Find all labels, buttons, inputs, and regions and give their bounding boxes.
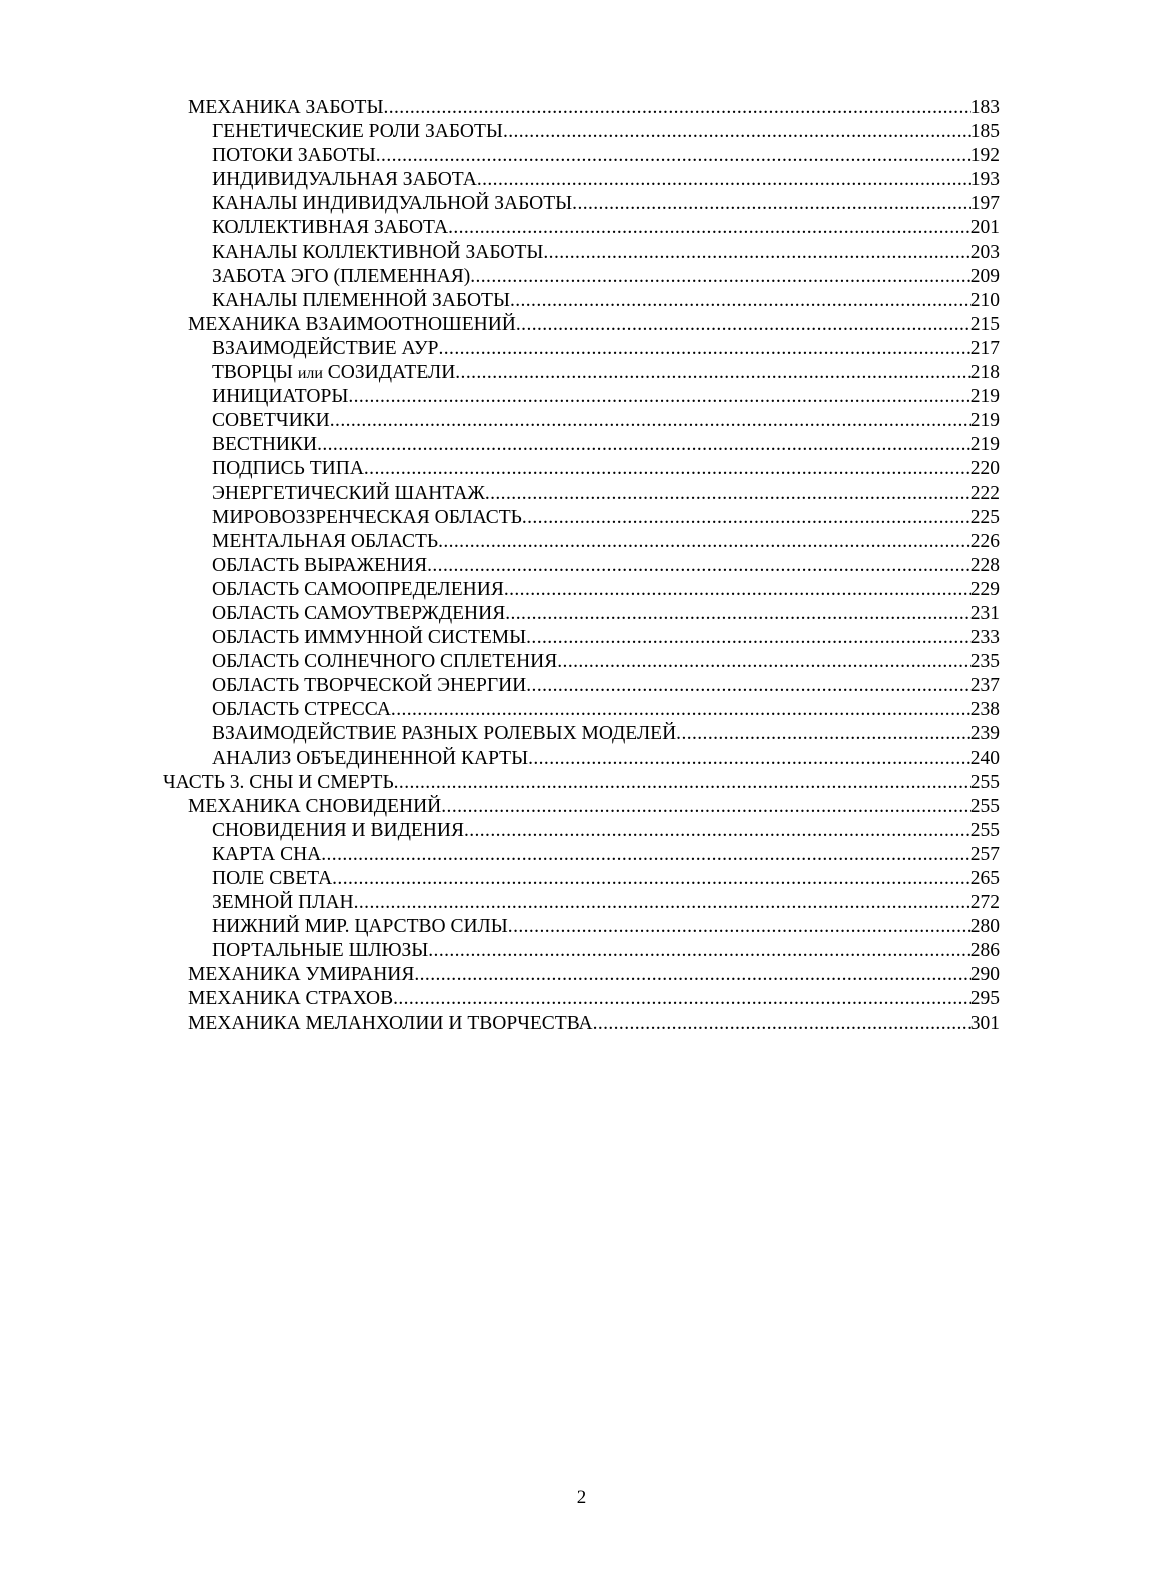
toc-entry[interactable]	[0, 722, 1163, 746]
toc-entry-row	[212, 819, 1000, 843]
toc-dot-leader	[439, 337, 971, 361]
toc-entry-row	[212, 482, 1000, 506]
toc-entry-page: 257	[970, 843, 1000, 865]
toc-entry-row	[212, 361, 1000, 386]
toc-title-main: ВЗАИМОДЕЙСТВИЕ РАЗНЫХ РОЛЕВЫХ МОДЕЛЕЙ	[212, 723, 677, 745]
toc-entry-title	[212, 144, 376, 168]
toc-entry-page: 203	[970, 241, 1000, 263]
toc-entry-row	[212, 650, 1000, 674]
toc-dot-leader	[526, 674, 970, 698]
toc-title-main: МЕХАНИКА МЕЛАНХОЛИИ И ТВОРЧЕСТВА	[188, 1012, 593, 1034]
toc-title-main: ПОЛЕ СВЕТА	[212, 868, 333, 889]
toc-title-main: ЗАБОТА ЭГО (ПЛЕМЕННАЯ)	[212, 265, 471, 287]
toc-entry-row	[212, 939, 1000, 963]
toc-entry-title	[212, 241, 543, 265]
toc-entry-row	[212, 747, 1000, 771]
toc-entry-page: 239	[970, 723, 1000, 745]
toc-title-main: КАНАЛЫ КОЛЛЕКТИВНОЙ ЗАБОТЫ	[212, 241, 544, 263]
toc-dot-leader	[428, 939, 970, 963]
toc-entry-page: 229	[970, 578, 1000, 600]
toc-title-main: ИНИЦИАТОРЫ	[212, 386, 349, 408]
toc-dot-leader	[393, 987, 971, 1011]
toc-entry-title	[212, 650, 557, 674]
toc-entry-row	[212, 626, 1000, 650]
toc-entry-row	[212, 409, 1000, 433]
toc-entry-row	[188, 1012, 1000, 1036]
toc-dot-leader	[477, 168, 971, 192]
toc-entry-row	[188, 963, 1000, 987]
toc-title-main: МИРОВОЗЗРЕНЧЕСКАЯ ОБЛАСТЬ	[212, 506, 522, 528]
toc-dot-leader	[516, 313, 971, 337]
toc-dot-leader	[321, 843, 971, 867]
toc-entry-title	[212, 168, 477, 192]
toc-entry-title	[212, 337, 439, 361]
toc-entry-page: 272	[970, 892, 1000, 914]
toc-entry-title	[212, 265, 470, 289]
toc-title-main: МЕХАНИКА СНОВИДЕНИЙ	[188, 795, 442, 817]
toc-entry-page: 201	[970, 217, 1000, 239]
toc-entry-title	[212, 457, 364, 481]
toc-title-main: ОБЛАСТЬ САМОУТВЕРЖДЕНИЯ	[212, 602, 506, 624]
toc-entry-page: 235	[970, 651, 1000, 673]
toc-dot-leader	[441, 795, 970, 819]
toc-entry-title	[212, 891, 354, 915]
toc-entry[interactable]	[0, 963, 1163, 987]
toc-entry-page: 255	[970, 795, 1000, 817]
toc-entry-title	[212, 482, 485, 506]
toc-entry-page: 290	[970, 964, 1000, 986]
toc-entry-row	[212, 265, 1000, 289]
toc-entry-page: 240	[970, 747, 1000, 769]
toc-entry[interactable]	[0, 530, 1163, 554]
toc-entry[interactable]	[0, 168, 1163, 192]
toc-title-main: ОБЛАСТЬ ИММУННОЙ СИСТЕМЫ	[212, 627, 527, 649]
toc-dot-leader	[572, 192, 971, 216]
toc-entry-title	[188, 1012, 593, 1036]
toc-entry-row	[212, 915, 1000, 939]
toc-entry[interactable]	[0, 241, 1163, 265]
toc-entry[interactable]	[0, 698, 1163, 722]
toc-entry-title	[188, 795, 441, 819]
toc-dot-leader	[522, 506, 971, 530]
toc-entry[interactable]	[0, 506, 1163, 530]
toc-title-rest: СОЗИДАТЕЛИ	[327, 362, 456, 384]
toc-title-main: НИЖНИЙ МИР. ЦАРСТВО СИЛЫ	[212, 916, 508, 938]
toc-entry-page: 280	[970, 916, 1000, 938]
toc-entry[interactable]	[0, 385, 1163, 409]
toc-entry-row	[212, 578, 1000, 602]
toc-dot-leader	[391, 698, 971, 722]
toc-entry-page: 219	[970, 386, 1000, 408]
toc-title-main: СОВЕТЧИКИ	[212, 410, 330, 432]
toc-dot-leader	[330, 409, 971, 433]
toc-entry-page: 219	[970, 410, 1000, 432]
toc-entry[interactable]	[0, 771, 1163, 795]
toc-title-main: МЕХАНИКА СТРАХОВ	[188, 988, 394, 1010]
toc-title-main: ЧАСТЬ 3. СНЫ И СМЕРТЬ	[163, 771, 394, 793]
toc-title-main: КАРТА СНА	[212, 843, 322, 865]
toc-title-main: АНАЛИЗ ОБЪЕДИНЕННОЙ КАРТЫ	[212, 747, 529, 769]
toc-dot-leader	[376, 144, 971, 168]
toc-dot-leader	[528, 747, 971, 771]
toc-entry[interactable]	[0, 867, 1163, 891]
toc-entry-row	[212, 144, 1000, 168]
toc-dot-leader	[464, 819, 971, 843]
toc-entry-row	[212, 530, 1000, 554]
toc-entry-row	[212, 674, 1000, 698]
toc-title-main: ПОДПИСЬ ТИПА	[212, 458, 364, 480]
toc-dot-leader	[448, 216, 971, 240]
toc-dot-leader	[414, 963, 970, 987]
toc-entry-page: 222	[970, 482, 1000, 504]
toc-entry-title	[188, 313, 516, 337]
toc-entry-row	[212, 457, 1000, 481]
toc-entry-page: 219	[970, 434, 1000, 456]
toc-entry[interactable]	[0, 987, 1163, 1011]
toc-entry[interactable]	[0, 843, 1163, 867]
toc-dot-leader	[543, 241, 970, 265]
toc-entry-page: 237	[970, 675, 1000, 697]
toc-entry[interactable]	[0, 313, 1163, 337]
toc-entry-row	[212, 867, 1000, 891]
toc-entry[interactable]	[0, 674, 1163, 698]
toc-entry-title	[212, 361, 455, 386]
toc-entry-page: 225	[970, 506, 1000, 528]
toc-title-main: ЭНЕРГЕТИЧЕСКИЙ ШАНТАЖ	[212, 482, 485, 504]
toc-entry-page: 255	[970, 819, 1000, 841]
toc-entry[interactable]	[0, 265, 1163, 289]
toc-title-main: ОБЛАСТЬ САМООПРЕДЕЛЕНИЯ	[212, 578, 504, 600]
toc-dot-leader	[557, 650, 970, 674]
toc-entry-title	[212, 409, 330, 433]
toc-entry-title	[212, 722, 676, 746]
toc-entry-title	[212, 602, 505, 626]
toc-entry-row	[188, 313, 1000, 337]
toc-dot-leader	[485, 482, 971, 506]
toc-entry-row	[212, 891, 1000, 915]
toc-entry[interactable]	[0, 915, 1163, 939]
toc-entry[interactable]	[0, 216, 1163, 240]
toc-entry-title	[212, 578, 504, 602]
toc-entry-row	[212, 289, 1000, 313]
toc-title-main: ОБЛАСТЬ СОЛНЕЧНОГО СПЛЕТЕНИЯ	[212, 651, 558, 673]
toc-entry-title	[212, 843, 321, 867]
toc-entry[interactable]	[0, 433, 1163, 457]
toc-entry-page: 217	[970, 337, 1000, 359]
toc-entry-page: 231	[970, 602, 1000, 624]
toc-entry-title	[212, 698, 391, 722]
toc-entry[interactable]	[0, 120, 1163, 144]
toc-entry-row	[212, 433, 1000, 457]
toc-entry[interactable]	[0, 578, 1163, 602]
toc-entry-title	[212, 939, 428, 963]
toc-dot-leader	[383, 96, 970, 120]
toc-entry[interactable]	[0, 361, 1163, 385]
toc-dot-leader	[676, 722, 971, 746]
toc-entry[interactable]	[0, 409, 1163, 433]
toc-title-main: КОЛЛЕКТИВНАЯ ЗАБОТА	[212, 217, 449, 239]
toc-entry-title	[188, 96, 383, 120]
toc-dot-leader	[455, 361, 970, 385]
toc-entry-page: 238	[970, 699, 1000, 721]
toc-entry-row	[212, 698, 1000, 722]
toc-title-main: СНОВИДЕНИЯ И ВИДЕНИЯ	[212, 819, 464, 841]
toc-title-main: ТВОРЦЫ	[212, 362, 293, 384]
toc-entry-row	[212, 602, 1000, 626]
toc-entry-row	[212, 241, 1000, 265]
page-number: 2	[576, 1487, 587, 1508]
toc-dot-leader	[354, 891, 971, 915]
toc-entry-row	[212, 554, 1000, 578]
toc-entry-page: 286	[970, 940, 1000, 962]
toc-entry-page: 215	[970, 313, 1000, 335]
toc-entry-row	[212, 722, 1000, 746]
toc-entry-title	[212, 747, 528, 771]
toc-entry-title	[212, 626, 526, 650]
toc-entry[interactable]	[0, 554, 1163, 578]
toc-dot-leader	[332, 867, 971, 891]
toc-title-main: МЕХАНИКА ЗАБОТЫ	[188, 97, 384, 118]
toc-title-main: КАНАЛЫ ИНДИВИДУАЛЬНОЙ ЗАБОТЫ	[212, 193, 573, 215]
toc-entry-title	[212, 530, 438, 554]
toc-entry[interactable]	[0, 482, 1163, 506]
toc-entry-page: 255	[970, 771, 1000, 793]
toc-dot-leader	[504, 578, 971, 602]
toc-dot-leader	[470, 265, 971, 289]
toc-dot-leader	[364, 457, 971, 481]
toc-entry-page: 220	[970, 458, 1000, 480]
toc-entry-page: 210	[970, 289, 1000, 311]
toc-entry-row	[188, 96, 1000, 120]
toc-title-connector: или	[297, 365, 323, 383]
toc-dot-leader	[526, 626, 971, 650]
toc-entry-page: 183	[970, 97, 1000, 118]
toc-entry[interactable]	[0, 144, 1163, 168]
toc-entry[interactable]	[0, 819, 1163, 843]
toc-entry-title	[212, 289, 510, 313]
toc-entry[interactable]	[0, 626, 1163, 650]
toc-entry-page: 233	[970, 627, 1000, 649]
toc-entry-title	[188, 963, 414, 987]
toc-entry-row	[212, 506, 1000, 530]
toc-entry-page: 301	[970, 1012, 1000, 1034]
toc-entry-row	[212, 385, 1000, 409]
toc-dot-leader	[510, 289, 971, 313]
toc-title-main: ЗЕМНОЙ ПЛАН	[212, 892, 354, 914]
toc-title-main: ОБЛАСТЬ ВЫРАЖЕНИЯ	[212, 554, 428, 576]
toc-title-main: МЕНТАЛЬНАЯ ОБЛАСТЬ	[212, 530, 439, 552]
toc-title-main: ОБЛАСТЬ СТРЕССА	[212, 699, 391, 721]
toc-entry-title	[212, 674, 526, 698]
toc-entry-page: 265	[970, 868, 1000, 889]
toc-entry-row	[212, 120, 1000, 144]
toc-entry-row	[212, 216, 1000, 240]
toc-dot-leader	[438, 530, 971, 554]
toc-entry-row	[188, 987, 1000, 1011]
toc-entry-page: 218	[970, 362, 1000, 384]
toc-entry[interactable]	[0, 192, 1163, 216]
toc-entry[interactable]	[0, 650, 1163, 674]
toc-entry-title	[212, 915, 508, 939]
toc-entry-page: 192	[970, 145, 1000, 167]
toc-title-main: ГЕНЕТИЧЕСКИЕ РОЛИ ЗАБОТЫ	[212, 121, 503, 143]
toc-entry-row	[212, 192, 1000, 216]
toc-title-main: ПОРТАЛЬНЫЕ ШЛЮЗЫ	[212, 940, 429, 962]
toc-entry-title	[212, 554, 427, 578]
toc-entry-page: 209	[970, 265, 1000, 287]
toc-entry-title	[212, 819, 464, 843]
toc-entry[interactable]	[0, 602, 1163, 626]
toc-entry-title	[212, 216, 448, 240]
toc-title-main: КАНАЛЫ ПЛЕМЕННОЙ ЗАБОТЫ	[212, 289, 510, 311]
toc-entry-row	[212, 168, 1000, 192]
toc-title-main: ИНДИВИДУАЛЬНАЯ ЗАБОТА	[212, 169, 477, 191]
toc-entry-row	[163, 771, 1000, 795]
toc-entry-page: 197	[970, 193, 1000, 215]
toc-title-main: МЕХАНИКА УМИРАНИЯ	[188, 964, 415, 986]
toc-entry-row	[188, 795, 1000, 819]
toc-entry-row	[212, 337, 1000, 361]
toc-entry-title	[163, 771, 394, 795]
toc-entry-title	[188, 987, 393, 1011]
toc-title-main: ПОТОКИ ЗАБОТЫ	[212, 145, 376, 167]
toc-dot-leader	[427, 554, 971, 578]
toc-title-main: ОБЛАСТЬ ТВОРЧЕСКОЙ ЭНЕРГИИ	[212, 675, 527, 697]
toc-entry[interactable]	[0, 747, 1163, 771]
toc-entry-page: 228	[970, 554, 1000, 576]
toc-entry-page: 295	[970, 988, 1000, 1010]
toc-dot-leader	[505, 602, 971, 626]
toc-entry[interactable]	[0, 457, 1163, 481]
toc-title-main: ВЕСТНИКИ	[212, 434, 318, 456]
toc-entry[interactable]	[0, 96, 1163, 120]
toc-dot-leader	[394, 771, 971, 795]
toc-entry-row	[212, 843, 1000, 867]
toc-entry-title	[212, 867, 332, 891]
toc-entry[interactable]	[0, 337, 1163, 361]
table-of-contents	[0, 96, 1163, 1036]
toc-entry[interactable]	[0, 891, 1163, 915]
toc-dot-leader	[348, 385, 970, 409]
toc-title-main: МЕХАНИКА ВЗАИМООТНОШЕНИЙ	[188, 313, 516, 335]
toc-entry-title	[212, 506, 522, 530]
toc-entry-page: 226	[970, 530, 1000, 552]
toc-entry-page: 193	[970, 169, 1000, 191]
toc-dot-leader	[503, 120, 971, 144]
toc-dot-leader	[593, 1012, 971, 1036]
toc-entry-title	[212, 192, 572, 216]
toc-entry[interactable]	[0, 939, 1163, 963]
toc-entry[interactable]	[0, 795, 1163, 819]
toc-entry-page: 185	[970, 121, 1000, 143]
toc-dot-leader	[508, 915, 971, 939]
toc-title-main: ВЗАИМОДЕЙСТВИЕ АУР	[212, 337, 439, 359]
toc-entry-title	[212, 120, 503, 144]
toc-entry-title	[212, 385, 348, 409]
toc-entry[interactable]	[0, 1012, 1163, 1036]
toc-dot-leader	[317, 433, 971, 457]
toc-entry[interactable]	[0, 289, 1163, 313]
toc-entry-title	[212, 433, 317, 457]
